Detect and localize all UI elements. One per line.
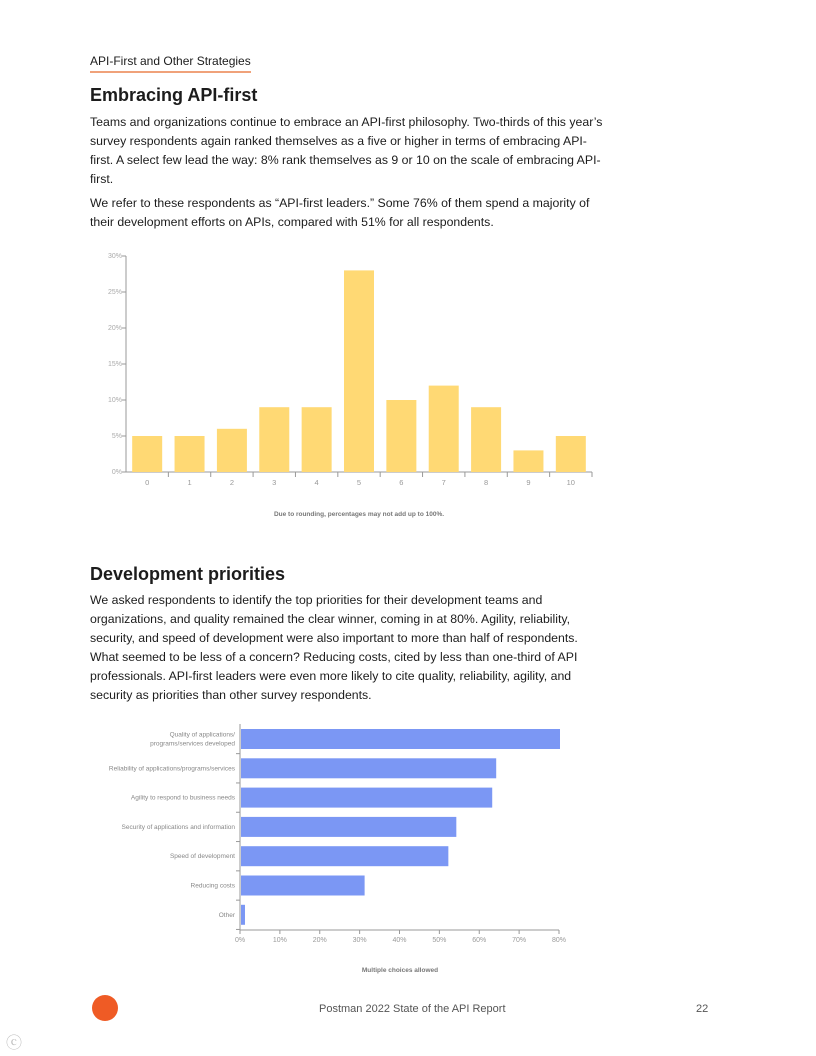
paragraph-1: Teams and organizations continue to embrace an API-first philosophy. Two-thirds of this year’s survey respondents again ranked themselves as a five or higher in terms of embracing API-first. A select few lead the way: 8% rank themselves as 9 or 10 on the scale of embracing API-first. [90, 115, 603, 186]
bar-5 [344, 270, 374, 472]
x-tick-label: 10% [272, 937, 287, 944]
heading-embracing-api-first: Embracing API-first [90, 85, 258, 105]
bar-10 [556, 436, 586, 472]
section-label: API-First and Other Strategies [90, 54, 251, 73]
paragraph-3: We asked respondents to identify the top priorities for their development teams and organizations, and quality remained the clear winner, coming in at 80%. Agility, reliability, security, and speed of development were also important to more than half of respondents. What seemed to be less of a concern? Reducing costs, cited by less than one-third of API professionals. API-first leaders were even more likely to cite quality, reliability, agility, and security as priorities than other survey respondents. [90, 593, 578, 702]
y-tick-label: 10% [107, 397, 122, 404]
x-tick-label: 4 [314, 478, 319, 487]
x-tick-label: 60% [472, 937, 487, 944]
hbar-6 [241, 905, 245, 925]
x-tick-label: 5 [356, 478, 362, 487]
x-tick-label: 2 [229, 478, 234, 487]
x-tick-label: 1 [187, 478, 192, 487]
hbar-3 [241, 817, 456, 837]
x-tick-label: 70% [512, 937, 527, 944]
x-tick-label: 10 [566, 478, 575, 487]
hbar-0 [241, 729, 560, 749]
x-tick-label: 3 [272, 478, 277, 487]
x-tick-label: 8 [484, 478, 489, 487]
bar-1 [175, 436, 205, 472]
category-label: Quality of applications/ [169, 731, 235, 739]
chart-note: Multiple choices allowed [361, 967, 439, 974]
bar-2 [217, 429, 247, 472]
watermark: ⓒ [6, 1035, 23, 1052]
x-tick-label: 50% [432, 937, 447, 944]
paragraph-2: We refer to these respondents as “API-first leaders.” Some 76% of them spend a majority of their development efforts on APIs, compared with 51% for all respondents. [90, 196, 590, 229]
y-tick-label: 25% [107, 289, 122, 296]
x-tick-label: 6 [399, 478, 404, 487]
x-tick-label: 80% [551, 937, 567, 944]
category-label: Agility to respond to business needs [130, 794, 235, 802]
bar-7 [429, 386, 459, 472]
page-number: 22 [696, 1003, 709, 1015]
y-tick-label: 30% [107, 253, 122, 260]
chart-note: Due to rounding, percentages may not add up to 100%. [273, 511, 445, 518]
bar-0 [132, 436, 162, 472]
bar-6 [386, 400, 416, 472]
y-tick-label: 15% [107, 361, 122, 368]
bar-8 [471, 407, 501, 472]
y-tick-label: 0% [111, 469, 122, 476]
y-tick-label: 5% [111, 433, 122, 440]
x-tick-label: 9 [526, 478, 531, 487]
bar-9 [513, 450, 543, 472]
footer-title: Postman 2022 State of the API Report [319, 1003, 506, 1015]
x-tick-label: 30% [352, 937, 367, 944]
category-label: Reliability of applications/programs/services [108, 765, 235, 773]
bar-4 [302, 407, 332, 472]
hbar-5 [241, 876, 365, 896]
x-tick-label: 7 [441, 478, 446, 487]
category-label: Other [218, 911, 235, 919]
category-label: Security of applications and information [121, 823, 235, 831]
category-label: Reducing costs [190, 882, 235, 890]
postman-logo [92, 995, 118, 1021]
hbar-4 [241, 846, 448, 866]
hbar-2 [241, 788, 492, 808]
x-tick-label: 20% [312, 937, 327, 944]
x-tick-label: 0 [145, 478, 150, 487]
y-tick-label: 20% [107, 325, 122, 332]
hbar-1 [241, 758, 496, 778]
bar-3 [259, 407, 289, 472]
x-tick-label: 0% [234, 937, 246, 944]
heading-development-priorities: Development priorities [90, 564, 286, 584]
category-label: Speed of development [169, 853, 235, 861]
x-tick-label: 40% [392, 937, 407, 944]
category-label: programs/services developed [150, 740, 235, 748]
